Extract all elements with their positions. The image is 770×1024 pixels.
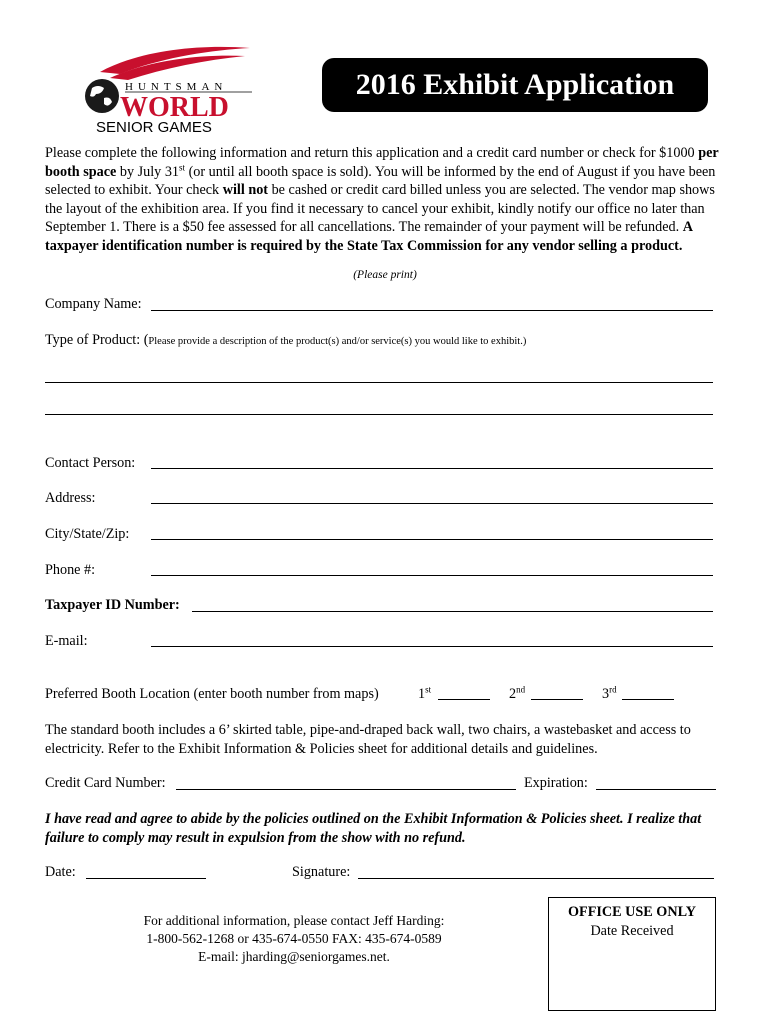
contact-person-label: Contact Person: [45,455,136,471]
booth-choice-2-label [509,686,525,703]
intro-bold-will-not: will not [222,182,269,199]
booth-choice-2-field[interactable] [531,699,583,700]
booth-choice-3-label [602,686,617,703]
intro-bold-booth: per booth space [45,145,719,180]
taxpayer-id-label: Taxpayer ID Number: [45,597,180,613]
phone-field[interactable] [151,575,713,576]
page-title-text: 2016 Exhibit Application [355,68,675,101]
company-name-label: Company Name: [45,296,142,312]
booth-1-sup: st [425,684,432,695]
city-state-zip-label: City/State/Zip: [45,526,130,542]
logo-world-text: WORLD [120,92,229,123]
email-field[interactable] [151,646,713,647]
please-print-note: (Please print) [353,269,417,281]
contact-line-2: 1-800-562-1268 or 435-674-0550 FAX: 435-674-0589 [146,930,442,946]
date-received-label: Date Received [590,923,674,939]
intro-text-3: (or until all booth space is sold). You will be informed by the end of August if you have been selected to exhibit. Your check [45,163,716,199]
logo-senior-games-text: SENIOR GAMES [96,119,212,135]
type-of-product-text: Type of Product: ( [45,332,149,348]
product-description-line-2[interactable] [45,414,713,415]
intro-paragraph [45,144,730,256]
booth-choice-1-label [418,686,431,703]
preferred-booth-label: Preferred Booth Location (enter booth number from maps) [45,686,379,702]
credit-card-label: Credit Card Number: [45,775,166,791]
email-label: E-mail: [45,633,88,649]
huntsman-world-senior-games-logo [80,40,260,135]
type-of-product-note: Please provide a description of the product(s) and/or service(s) you would like to exhibit.) [148,336,527,347]
company-name-field[interactable] [151,310,713,311]
intro-text-4: be cashed or credit card billed unless you are selected. The vendor map shows the layout of the exhibition area. If you find it necessary to cancel your exhibit, kindly notify our office no later than September 1. There is a $50 fee assessed for all cancellations. The remainder of your payment will be refunded. [45,182,715,236]
logo-huntsman-text: HUNTSMAN [125,81,228,93]
expiration-field[interactable] [596,789,716,790]
booth-choice-1-field[interactable] [438,699,490,700]
intro-bold-taxpayer: A taxpayer identification number is required by the State Tax Commission for any vendor selling a product. [45,219,693,254]
address-label: Address: [45,490,96,506]
date-label: Date: [45,864,76,880]
booth-3-sup: rd [609,684,617,695]
signature-field[interactable] [358,878,714,879]
product-description-line-1[interactable] [45,382,713,383]
intro-text-1: Please complete the following information and return this application and a credit card number or check for $1000 [45,145,699,161]
agreement-statement: I have read and agree to abide by the policies outlined on the Exhibit Information & Policies sheet. I realize that failure to comply may result in expulsion from the show with no refund. [45,811,702,846]
taxpayer-id-field[interactable] [192,611,713,612]
intro-sup: st [179,161,186,172]
booth-2-text: 2 [509,686,517,702]
standard-booth-paragraph: The standard booth includes a 6’ skirted table, pipe-and-draped back wall, two chairs, a wastebasket and access to electricity. Refer to the Exhibit Information & Policies sheet for additional details and guidelines. [45,722,691,757]
contact-person-field[interactable] [151,468,713,469]
booth-2-sup: nd [516,684,526,695]
expiration-label: Expiration: [524,775,588,791]
booth-choice-3-field[interactable] [622,699,674,700]
logo-graphic [80,40,260,135]
address-field[interactable] [151,503,713,504]
intro-text-2: by July 31 [116,163,180,180]
booth-3-text: 3 [602,686,610,702]
office-use-title: OFFICE USE ONLY [568,904,696,920]
booth-1-text: 1 [418,686,426,702]
type-of-product-label [45,332,526,349]
page-title [322,58,708,112]
contact-info [100,912,488,965]
signature-label: Signature: [292,864,351,880]
phone-label: Phone #: [45,562,96,578]
date-field[interactable] [86,878,206,879]
office-use-box [548,897,716,1011]
contact-line-1: For additional information, please contact Jeff Harding: [143,913,445,928]
contact-line-3: E-mail: jharding@seniorgames.net. [198,948,390,964]
city-state-zip-field[interactable] [151,539,713,540]
credit-card-field[interactable] [176,789,516,790]
